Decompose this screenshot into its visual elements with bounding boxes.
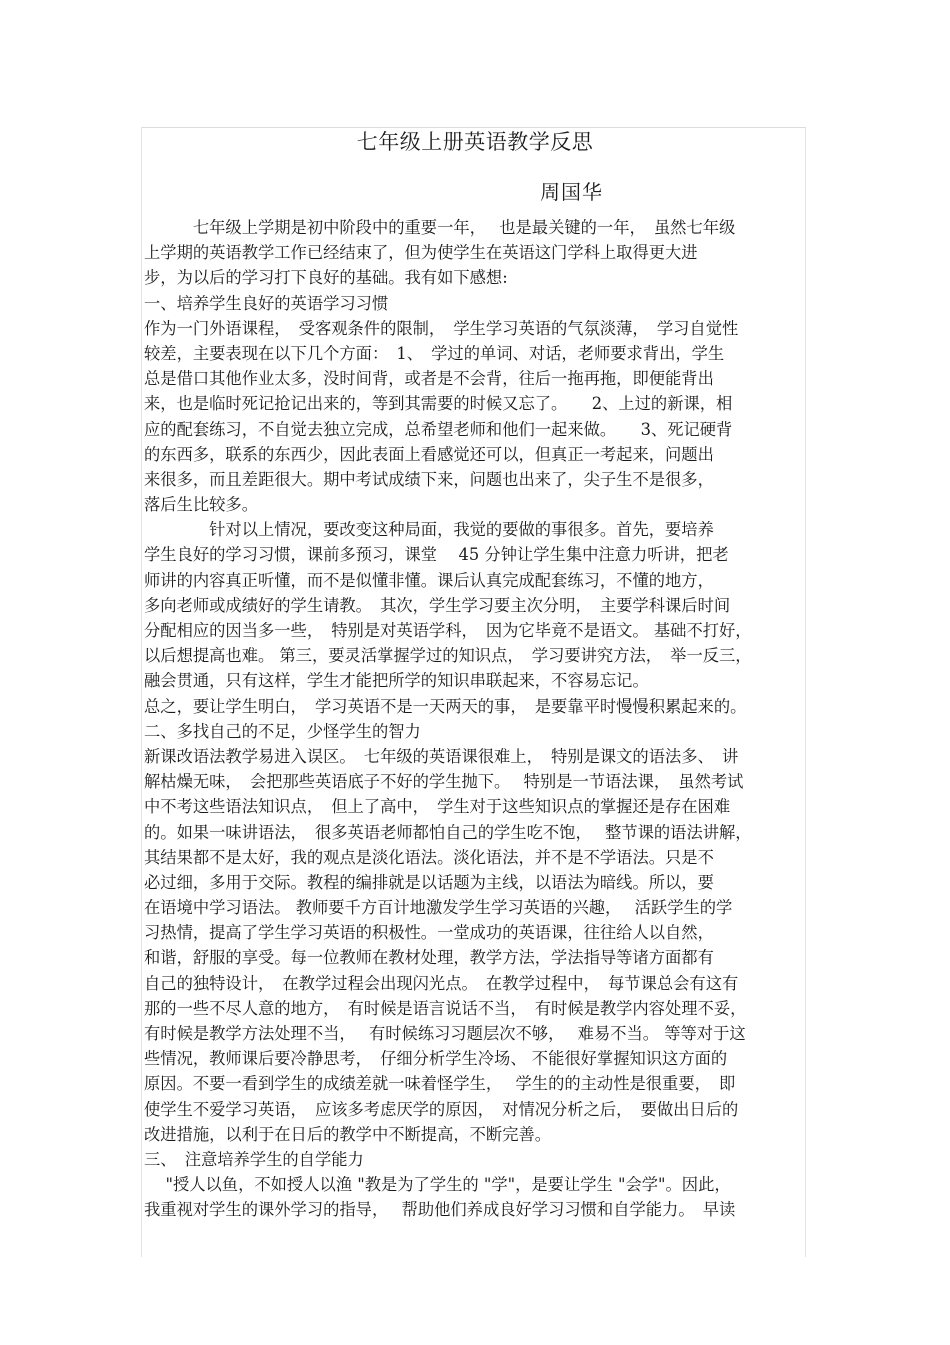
document-author: 周国华 — [540, 180, 603, 204]
text-line: 中不考这些语法知识点， 但上了高中， 学生对于这些知识点的掌握还是存在困难 — [144, 797, 731, 817]
text-line: 七年级上学期是初中阶段中的重要一年， 也是最关键的一年， 虽然七年级 — [144, 218, 736, 237]
text-line: 学生良好的学习习惯，课前多预习，课堂 45 分钟让学生集中注意力听讲，把老 — [144, 545, 729, 565]
text-line: 三、 注意培养学生的自学能力 — [144, 1149, 364, 1169]
text-line: 以后想提高也难。 第三，要灵活掌握学过的知识点， 学习要讲究方法， 举一反三， — [144, 646, 752, 666]
text-line: 改进措施，以利于在日后的教学中不断提高，不断完善。 — [144, 1124, 552, 1144]
text-line: 来很多，而且差距很大。期中考试成绩下来，问题也出来了，尖子生不是很多， — [144, 469, 714, 489]
text-line: 分配相应的因当多一些， 特别是对英语学科， 因为它毕竟不是语文。 基础不打好， — [144, 621, 752, 640]
text-line: 二、多找自己的不足，少怪学生的智力 — [144, 721, 421, 741]
text-line: 和谐，舒服的享受。每一位教师在教材处理，教学方法，学法指导等诸方面都有 — [144, 948, 714, 968]
text-line: 融会贯通，只有这样，学生才能把所学的知识串联起来，不容易忘记。 — [144, 671, 649, 691]
text-line: 应的配套练习，不自觉去独立完成，总希望老师和他们一起来做。 3、死记硬背 — [144, 419, 733, 439]
text-line: 原因。不要一看到学生的成绩差就一味着怪学生， 学生的的主动性是很重要， 即 — [144, 1074, 736, 1094]
text-line: 在语境中学习语法。 教师要千方百计地激发学生学习英语的兴趣， 活跃学生的学 — [144, 898, 733, 918]
text-line: 多向老师或成绩好的学生请教。 其次，学生学习要主次分明， 主要学科课后时间 — [144, 595, 731, 615]
text-line: 步，为以后的学习打下良好的基础。我有如下感想: — [144, 268, 508, 288]
text-line: 的。如果一味讲语法， 很多英语老师都怕自己的学生吃不饱， 整节课的语法讲解， — [144, 822, 752, 842]
text-line: 作为一门外语课程， 受客观条件的限制， 学生学习英语的气氛淡薄， 学习自觉性 — [144, 318, 739, 338]
text-line: 习热情，提高了学生学习英语的积极性。一堂成功的英语课，往往给人以自然， — [144, 923, 714, 943]
text-line: 上学期的英语教学工作已经结束了，但为使学生在英语这门学科上取得更大进 — [144, 243, 698, 263]
text-line: 总之，要让学生明白， 学习英语不是一天两天的事， 是要靠平时慢慢积累起来的。 — [144, 696, 747, 716]
text-line: 些情况，教师课后要冷静思考， 仔细分析学生冷场、 不能很好掌握知识这方面的 — [144, 1049, 728, 1069]
text-line: 针对以上情况，要改变这种局面，我觉的要做的事很多。首先，要培养 — [144, 520, 714, 540]
text-line: 的东西多，联系的东西少，因此表面上看感觉还可以，但真正一考起来，问题出 — [144, 444, 714, 464]
text-line: 一、培养学生良好的英语学习习惯 — [144, 293, 389, 313]
text-line: 那的一些不尽人意的地方， 有时候是语言说话不当， 有时候是教学内容处理不妥， — [144, 998, 747, 1018]
text-line: 总是借口其他作业太多，没时间背，或者是不会背，往后一拖再拖，即便能背出 — [144, 369, 714, 389]
text-line: 自己的独特设计， 在教学过程会出现闪光点。 在教学过程中， 每节课总会有这有 — [144, 973, 739, 993]
text-line: 解枯燥无味， 会把那些英语底子不好的学生抛下。 特别是一节语法课， 虽然考试 — [144, 772, 744, 792]
text-line: 较差，主要表现在以下几个方面： 1、 学过的单词、对话，老师要求背出，学生 — [144, 343, 725, 363]
text-line: 师讲的内容真正听懂，而不是似懂非懂。课后认真完成配套练习，不懂的地方， — [144, 570, 714, 590]
text-line: 有时候是教学方法处理不当， 有时候练习习题层次不够， 难易不当。 等等对于这 — [144, 1024, 746, 1043]
text-line: 来，也是临时死记抢记出来的，等到其需要的时候又忘了。 2、上过的新课，相 — [144, 394, 733, 414]
text-line: 其结果都不是太好，我的观点是淡化语法。淡化语法，并不是不学语法。只是不 — [144, 847, 714, 867]
text-line: 新课改语法教学易进入误区。 七年级的英语课很难上， 特别是课文的语法多、 讲 — [144, 746, 739, 766]
text-line: 必过细，多用于交际。教程的编排就是以话题为主线，以语法为暗线。所以，要 — [144, 872, 714, 892]
text-line: "授人以鱼，不如授人以渔 "教是为了学生的 "学"，是要让学生 "会学"。因此， — [144, 1175, 731, 1195]
document-title: 七年级上册英语教学反思 — [356, 130, 594, 154]
text-line: 我重视对学生的课外学习的指导， 帮助他们养成良好学习习惯和自学能力。 早读 — [144, 1200, 736, 1220]
text-line: 使学生不爱学习英语， 应该多考虑厌学的原因， 对情况分析之后， 要做出日后的 — [144, 1099, 739, 1119]
document-body — [144, 215, 809, 1223]
text-line: 落后生比较多。 — [144, 495, 258, 515]
